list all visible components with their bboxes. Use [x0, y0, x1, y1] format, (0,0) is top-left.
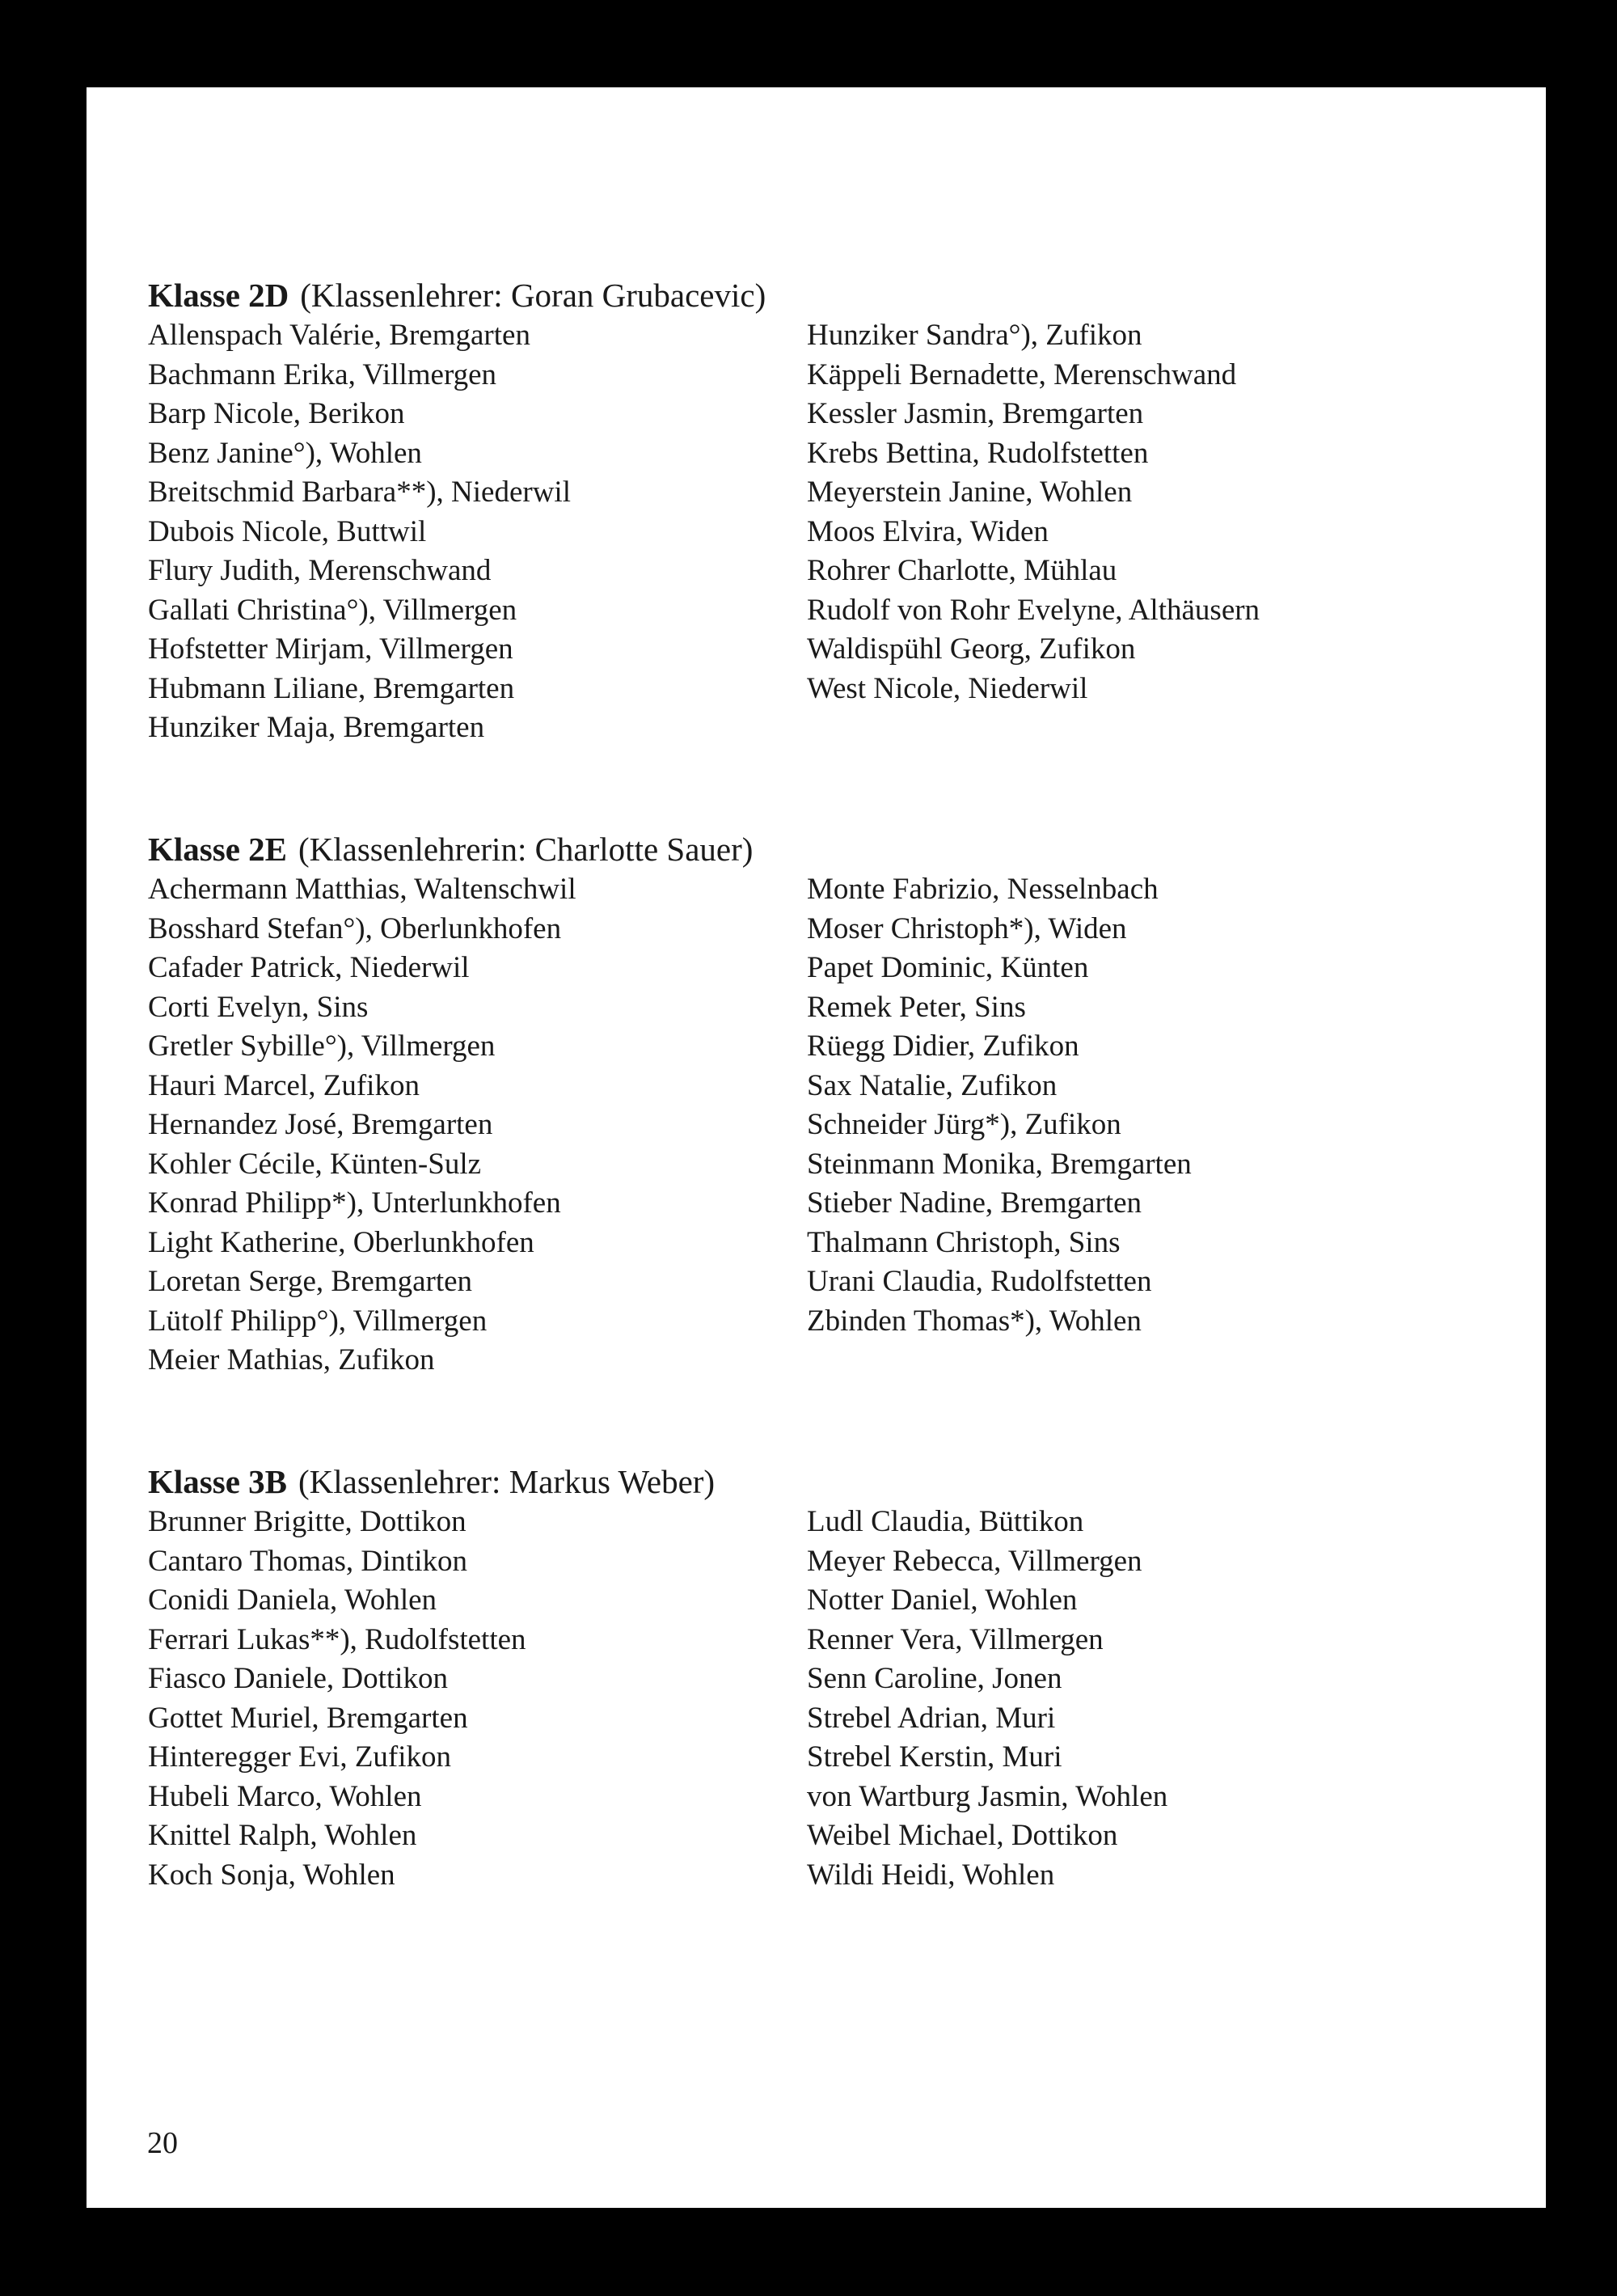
- student-list-left: [148, 1503, 526, 1895]
- class-teacher: (Klassenlehrer: Markus Weber): [298, 1463, 716, 1500]
- document-page: [87, 87, 1546, 2208]
- student-entry: Kessler Jasmin, Bremgarten: [807, 397, 1144, 430]
- student-entry: Flury Judith, Merenschwand: [148, 554, 492, 587]
- student-entry: Ludl Claudia, Büttikon: [807, 1505, 1084, 1538]
- student-entry: Gottet Muriel, Bremgarten: [148, 1701, 468, 1735]
- student-list-left: [148, 316, 571, 748]
- student-entry: Brunner Brigitte, Dottikon: [148, 1505, 467, 1538]
- student-entry: Hubeli Marco, Wohlen: [148, 1779, 422, 1813]
- student-entry: Hinteregger Evi, Zufikon: [148, 1740, 452, 1774]
- student-entry: Allenspach Valérie, Bremgarten: [148, 319, 530, 352]
- student-entry: Conidi Daniela, Wohlen: [148, 1584, 437, 1617]
- student-entry: Cafader Patrick, Niederwil: [148, 951, 470, 984]
- student-entry: Achermann Matthias, Waltenschwil: [148, 873, 576, 906]
- student-entry: Rüegg Didier, Zufikon: [807, 1030, 1079, 1063]
- student-entry: Dubois Nicole, Buttwil: [148, 514, 427, 548]
- student-entry: Zbinden Thomas*), Wohlen: [807, 1304, 1142, 1338]
- student-entry: Konrad Philipp*), Unterlunkhofen: [148, 1186, 561, 1220]
- student-entry: Bachmann Erika, Villmergen: [148, 357, 497, 391]
- student-entry: Cantaro Thomas, Dintikon: [148, 1544, 467, 1578]
- student-entry: Papet Dominic, Künten: [807, 951, 1089, 984]
- class-name: Klasse 3B: [148, 1463, 287, 1500]
- student-entry: Moos Elvira, Widen: [807, 514, 1049, 548]
- student-list-right: [807, 316, 1260, 708]
- student-entry: von Wartburg Jasmin, Wohlen: [807, 1779, 1168, 1813]
- student-entry: Strebel Adrian, Muri: [807, 1701, 1056, 1735]
- student-entry: Loretan Serge, Bremgarten: [148, 1265, 473, 1298]
- student-entry: Moser Christoph*), Widen: [807, 911, 1127, 945]
- student-entry: Remek Peter, Sins: [807, 990, 1026, 1024]
- student-entry: Krebs Bettina, Rudolfstetten: [807, 436, 1149, 470]
- student-entry: West Nicole, Niederwil: [807, 671, 1088, 705]
- student-entry: Meyer Rebecca, Villmergen: [807, 1544, 1142, 1578]
- student-entry: Gretler Sybille°), Villmergen: [148, 1030, 496, 1063]
- student-entry: Lütolf Philipp°), Villmergen: [148, 1304, 488, 1338]
- student-entry: Fiasco Daniele, Dottikon: [148, 1662, 448, 1695]
- class-section-2e: [148, 830, 1522, 1376]
- student-entry: Steinmann Monika, Bremgarten: [807, 1147, 1192, 1181]
- student-entry: Ferrari Lukas**), Rudolfstetten: [148, 1622, 526, 1656]
- student-entry: Weibel Michael, Dottikon: [807, 1819, 1118, 1852]
- student-entry: Thalmann Christoph, Sins: [807, 1225, 1121, 1259]
- student-entry: Hernandez José, Bremgarten: [148, 1108, 493, 1141]
- student-entry: Hunziker Sandra°), Zufikon: [807, 319, 1142, 352]
- student-entry: Waldispühl Georg, Zufikon: [807, 632, 1136, 666]
- student-entry: Hofstetter Mirjam, Villmergen: [148, 632, 513, 666]
- class-name: Klasse 2D: [148, 277, 289, 314]
- class-teacher: (Klassenlehrer: Goran Grubacevic): [300, 277, 766, 314]
- section-heading: [148, 1462, 1522, 1501]
- student-entry: Stieber Nadine, Bremgarten: [807, 1186, 1142, 1220]
- student-entry: Schneider Jürg*), Zufikon: [807, 1108, 1121, 1141]
- student-entry: Sax Natalie, Zufikon: [807, 1068, 1058, 1102]
- student-entry: Gallati Christina°), Villmergen: [148, 593, 517, 627]
- student-entry: Senn Caroline, Jonen: [807, 1662, 1062, 1695]
- student-entry: Hauri Marcel, Zufikon: [148, 1068, 420, 1102]
- student-entry: Hubmann Liliane, Bremgarten: [148, 671, 515, 705]
- student-entry: Bosshard Stefan°), Oberlunkhofen: [148, 911, 562, 945]
- student-entry: Meier Mathias, Zufikon: [148, 1343, 435, 1376]
- student-entry: Rohrer Charlotte, Mühlau: [807, 554, 1117, 587]
- section-heading: [148, 276, 1522, 315]
- class-section-2d: [148, 276, 1522, 744]
- student-entry: Breitschmid Barbara**), Niederwil: [148, 476, 571, 509]
- student-entry: Wildi Heidi, Wohlen: [807, 1858, 1055, 1892]
- student-entry: Monte Fabrizio, Nesselnbach: [807, 873, 1159, 906]
- student-list-right: [807, 1503, 1167, 1895]
- student-entry: Rudolf von Rohr Evelyne, Althäusern: [807, 593, 1260, 627]
- student-entry: Corti Evelyn, Sins: [148, 990, 369, 1024]
- student-entry: Strebel Kerstin, Muri: [807, 1740, 1062, 1774]
- student-entry: Knittel Ralph, Wohlen: [148, 1819, 417, 1852]
- student-entry: Renner Vera, Villmergen: [807, 1622, 1104, 1656]
- class-name: Klasse 2E: [148, 831, 287, 868]
- section-heading: [148, 830, 1522, 869]
- student-entry: Light Katherine, Oberlunkhofen: [148, 1225, 534, 1259]
- page-number: 20: [147, 2126, 178, 2160]
- student-entry: Hunziker Maja, Bremgarten: [148, 711, 485, 744]
- student-entry: Koch Sonja, Wohlen: [148, 1858, 395, 1892]
- student-entry: Urani Claudia, Rudolfstetten: [807, 1265, 1152, 1298]
- student-list-right: [807, 870, 1192, 1341]
- student-list-left: [148, 870, 576, 1381]
- student-entry: Käppeli Bernadette, Merenschwand: [807, 357, 1237, 391]
- class-teacher: (Klassenlehrerin: Charlotte Sauer): [298, 831, 754, 868]
- student-entry: Kohler Cécile, Künten-Sulz: [148, 1147, 482, 1181]
- class-section-3b: [148, 1462, 1522, 1892]
- student-entry: Meyerstein Janine, Wohlen: [807, 476, 1133, 509]
- student-entry: Barp Nicole, Berikon: [148, 397, 405, 430]
- student-entry: Benz Janine°), Wohlen: [148, 436, 422, 470]
- student-entry: Notter Daniel, Wohlen: [807, 1584, 1078, 1617]
